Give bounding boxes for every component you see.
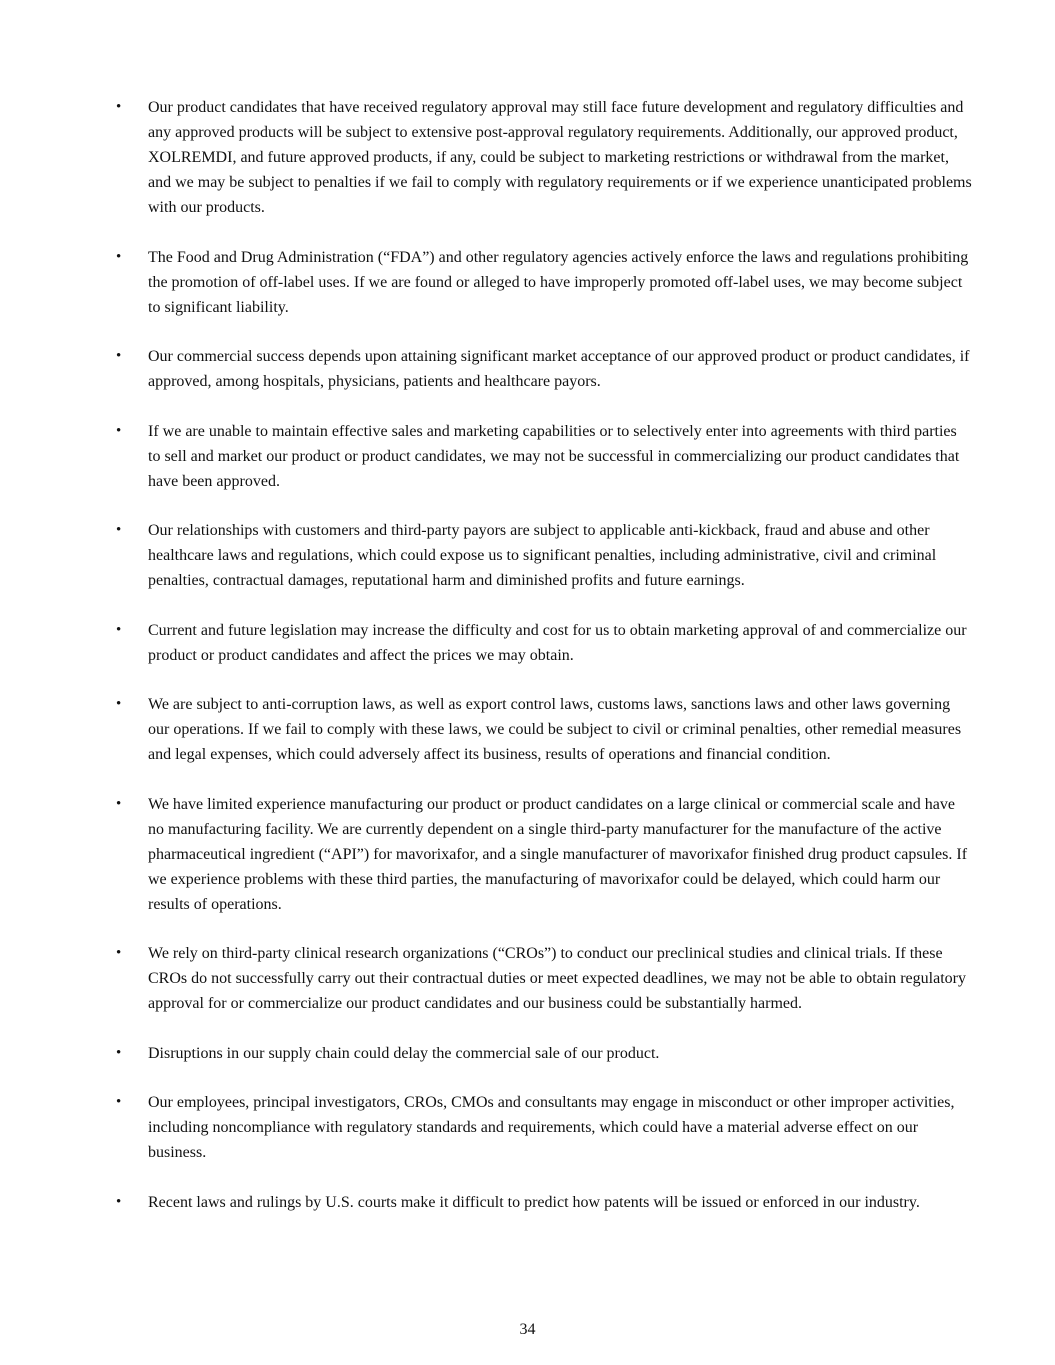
list-item <box>0 792 972 917</box>
bullet-icon: • <box>116 1094 122 1110</box>
list-item <box>0 1041 972 1066</box>
bullet-icon: • <box>116 522 122 538</box>
bullet-icon: • <box>116 1193 122 1210</box>
list-item-text: Recent laws and rulings by U.S. courts make it difficult to predict how patents will be issued or enforced in our industry. <box>148 1193 920 1211</box>
list-item <box>0 618 972 668</box>
list-item-text: Disruptions in our supply chain could delay the commercial sale of our product. <box>148 1044 660 1062</box>
list-item-text: Our relationships with customers and third-party payors are subject to applicable anti-kickback, fraud and abuse and other healthcare laws and regulations, which could expose us to significant penalties, including administrative, civil and criminal penalties, contractual damages, reputational harm and diminished profits and future earnings. <box>148 522 937 589</box>
list-item-text: Our product candidates that have received regulatory approval may still face future development and regulatory difficulties and any approved products will be subject to extensive post-approval regulatory requirements. Additionally, our approved product, XOLREMDI, and future approved products, if any, could be subject to marketing restrictions or withdrawal from the market, and we may be subject to penalties if we fail to comply with regulatory requirements or if we experience unanticipated problems with our products. <box>148 99 972 216</box>
list-item <box>0 692 972 767</box>
list-item-text: If we are unable to maintain effective sales and marketing capabilities or to selectively enter into agreements with third parties to sell and market our product or product candidates, we may not be successful in commercializing our product candidates that have been approved. <box>148 422 960 490</box>
list-item-text: We have limited experience manufacturing our product or product candidates on a large clinical or commercial scale and have no manufacturing facility. We are currently dependent on a single third-party manufacturer for the manufacture of the active pharmaceutical ingredient (“API”) for mavorixafor, and a single manufacturer of mavorixafor finished drug product capsules. If we experience problems with these third parties, the manufacturing of mavorixafor could be delayed, which could harm our results of operations. <box>148 795 968 913</box>
list-item-text: Current and future legislation may increase the difficulty and cost for us to obtain marketing approval of and commercialize our product or product candidates and affect the prices we may obtain. <box>148 621 967 664</box>
list-item-text: Our commercial success depends upon attaining significant market acceptance of our approved product or product candidates, if approved, among hospitals, physicians, patients and healthcare payors. <box>148 348 970 390</box>
list-item <box>0 518 972 593</box>
list-item <box>0 941 972 1016</box>
bullet-icon: • <box>116 795 122 812</box>
page-number: 34 <box>519 1321 536 1338</box>
list-item-text: We are subject to anti-corruption laws, as well as export control laws, customs laws, sanctions laws and other laws governing our operations. If we fail to comply with these laws, we could be subject to civil or criminal penalties, other remedial measures and legal expenses, which could adversely affect its business, results of operations and financial condition. <box>148 696 962 763</box>
bullet-icon: • <box>116 696 122 712</box>
bullet-icon: • <box>116 99 122 115</box>
bullet-icon: • <box>116 348 122 364</box>
list-item <box>0 245 972 320</box>
list-item <box>0 344 972 394</box>
list-item <box>0 1090 972 1165</box>
bullet-icon: • <box>116 1044 122 1061</box>
list-item <box>0 95 972 220</box>
list-item <box>0 419 972 494</box>
list-item <box>0 1190 972 1215</box>
list-item-text: The Food and Drug Administration (“FDA”) and other regulatory agencies actively enforce the laws and regulations prohibiting the promotion of off-label uses. If we are found or alleged to have improperly promoted off-label uses, we may become subject to significant liability. <box>148 248 969 316</box>
risk-factor-list <box>0 95 1055 1239</box>
list-item-text: Our employees, principal investigators, CROs, CMOs and consultants may engage in misconduct or other improper activities, including noncompliance with regulatory standards and requirements, which could have a material adverse effect on our business. <box>148 1094 955 1161</box>
bullet-icon: • <box>116 248 122 265</box>
bullet-icon: • <box>116 621 122 638</box>
bullet-icon: • <box>116 945 122 961</box>
list-item-text: We rely on third-party clinical research organizations (“CROs”) to conduct our preclinical studies and clinical trials. If these CROs do not successfully carry out their contractual duties or meet expected deadlines, we may not be able to obtain regulatory approval for or commercialize our product candidates and our business could be substantially harmed. <box>148 945 966 1012</box>
bullet-icon: • <box>116 422 122 439</box>
